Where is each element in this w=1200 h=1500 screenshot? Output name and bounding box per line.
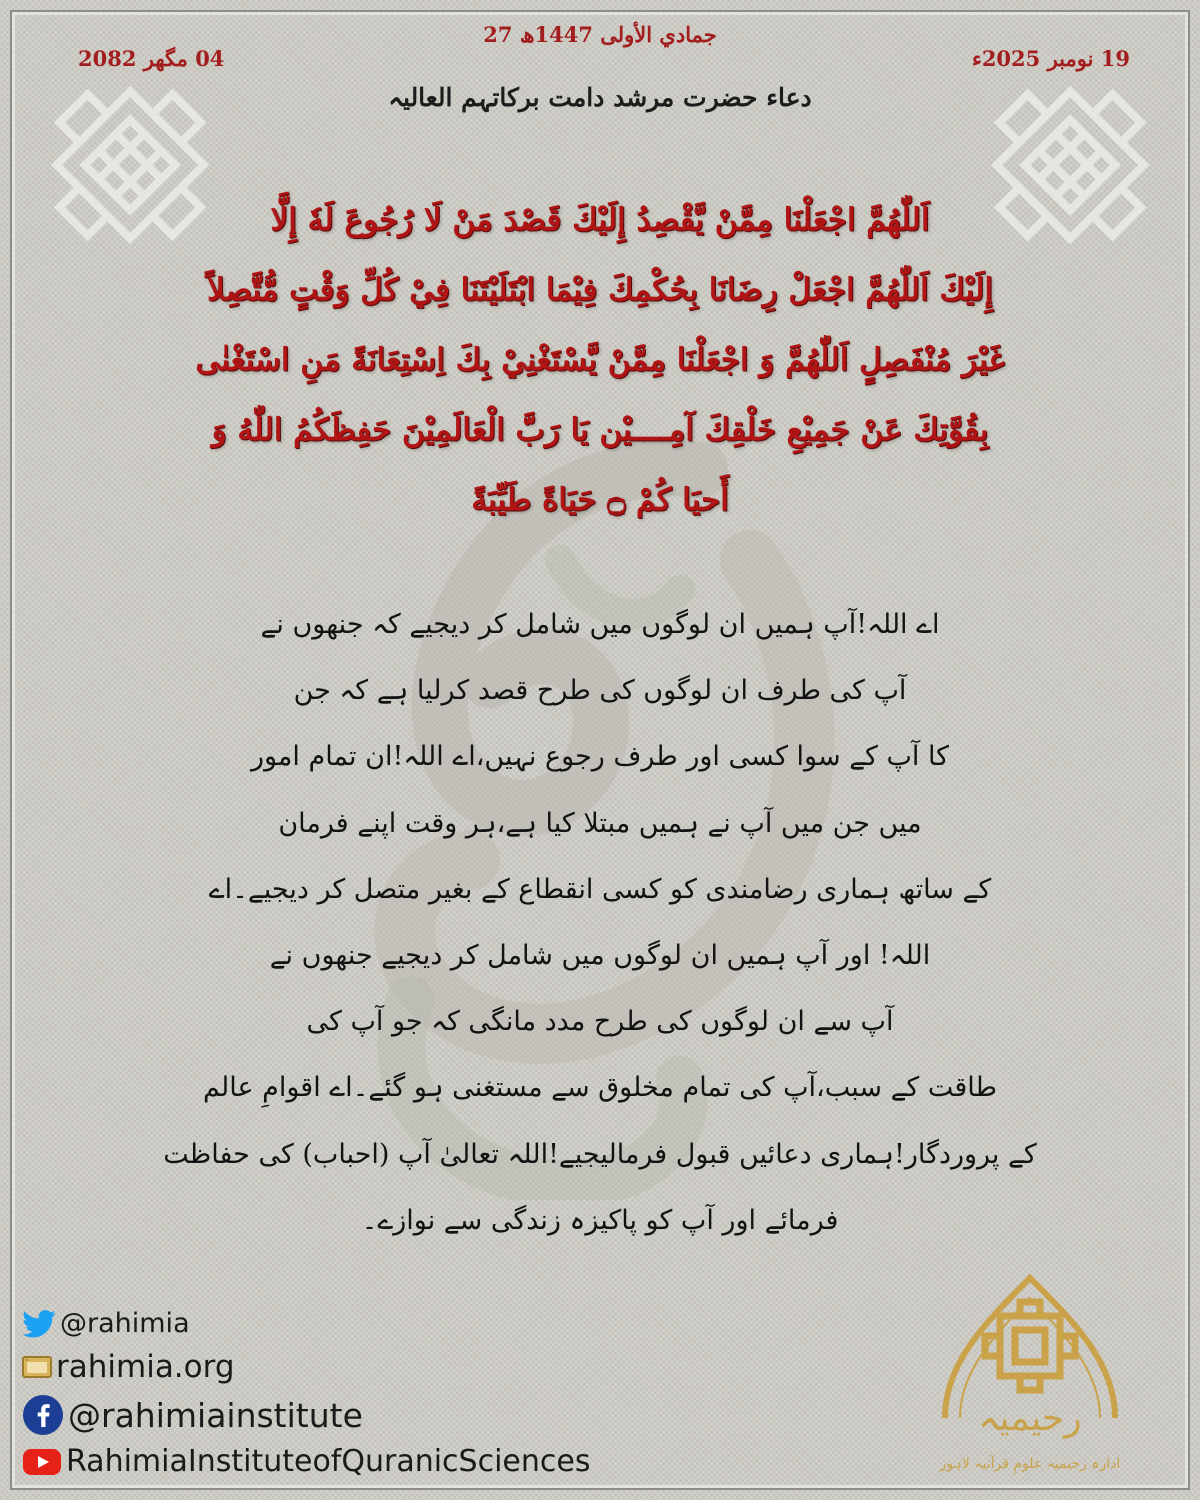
page-title: دعاء حضرت مرشد دامت برکاتہم العالیہ [388,83,812,112]
rahimia-logo [905,1268,1155,1483]
youtube-link[interactable] [22,1444,590,1479]
urdu-line: فرمائے اور آپ کو پاکیزہ زندگی سے نوازے۔ [361,1204,839,1236]
arabic-line: بِقُوَّتِكَ عَنْ جَمِيْعِ خَلْقِكَ آمِــــيْن يَا رَبَّ الْعَالَمِيْنَ حَفِظَكُمُ اللّٰهُ وَ [211,412,989,448]
urdu-line: آپ کی طرف ان لوگوں کی طرح قصد کرلیا ہے کہ جن [293,675,907,707]
youtube-channel: RahimiaInstituteofQuranicSciences [66,1444,591,1479]
facebook-icon [22,1394,64,1436]
website-url: rahimia.org [56,1349,235,1385]
website-link[interactable] [22,1349,235,1385]
logo-subtitle: ادارہ رحیمیہ علومِ قرآنیہ لاہور [939,1456,1121,1472]
hijri-date: 27 جمادي الأولى 1447ھ [483,22,717,47]
bikrami-date: 04 مگھر 2082 [78,46,225,71]
arabic-line: أَحيَا كُمْ ۝ حَيَاةً طَيِّبَةً [471,482,729,518]
urdu-line: اے اللہ!آپ ہمیں ان لوگوں میں شامل کر دیجیے کہ جنھوں نے [260,609,940,640]
urdu-line: کے ساتھ ہماری رضامندی کو کسی انقطاع کے بغیر متصل کر دیجیے۔اے [208,873,992,905]
urdu-line: میں جن میں آپ نے ہمیں مبتلا کیا ہے،ہر وقت اپنے فرمان [278,807,922,839]
youtube-icon [22,1447,62,1477]
facebook-link[interactable] [22,1394,363,1436]
urdu-translation [140,592,1060,1254]
web-icon [22,1354,52,1380]
arabic-line: اَللّٰهُمَّ اجْعَلْنَا مِمَّنْ يَّقْصِدُ إِلَيْكَ قَصْدَ مَنْ لَا رُجُوعَ لَهٗ إِلَّا [270,202,930,238]
twitter-handle: @rahimia [60,1308,190,1339]
urdu-line: آپ سے ان لوگوں کی طرح مدد مانگی کہ جو آپ کی [306,1006,894,1038]
gregorian-date: 19 نومبر 2025ء [971,46,1130,71]
urdu-line: اللہ! اور آپ ہمیں ان لوگوں میں شامل کر دیجیے جنھوں نے [269,940,931,972]
arabic-dua [110,185,1090,535]
arabic-line: غَيْرَ مُنْفَصِلٍ اَللّٰهُمَّ وَ اجْعَلْنَا مِمَّنْ يَّسْتَغْنِيْ بِكَ اِسْتِعَانَةً مَنِ اسْتَغْنٰی [195,342,1005,378]
urdu-line: کے پروردگار!ہماری دعائیں قبول فرمالیجیے!اللہ تعالیٰ آپ (احباب) کی حفاظت [163,1138,1037,1170]
facebook-handle: @rahimiainstitute [68,1395,363,1435]
logo-name: رحیمیہ [978,1398,1082,1439]
twitter-icon [22,1310,56,1338]
twitter-link[interactable] [22,1308,190,1339]
urdu-line: طاقت کے سبب،آپ کی تمام مخلوق سے مستغنی ہو گئے۔اے اقوامِ عالم [203,1072,997,1104]
urdu-line: کا آپ کے سوا کسی اور طرف رجوع نہیں،اے اللہ!ان تمام امور [250,741,950,773]
arabic-line: إِلَيْكَ اَللّٰهُمَّ اجْعَلْ رِضَانَا بِحُكْمِكَ فِيْمَا ابْتَلَيْتَنَا فِيْ كُلِّ وَقْتٍ مُّتَّصِلاً [207,272,993,308]
